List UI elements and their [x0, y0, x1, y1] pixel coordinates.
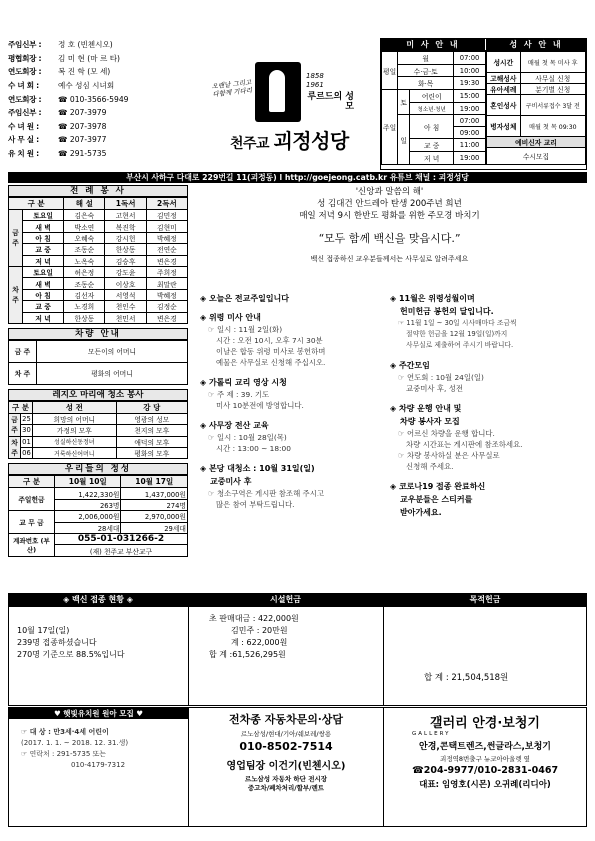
table-row: 28세대 29세대: [9, 522, 188, 533]
staff-row: 사 무 실 : ☎ 207-3977: [8, 135, 107, 145]
table-row: 교 중 노경희 천인수 김정순: [9, 301, 188, 312]
mass-table: 평일 월 07:00 수·금·토 10:00 화·목 19:30 주일 토 어린이 15:00 청소년·청년 19:00 일 아 침 07:00 09:00 교 중 11:00 저 녁 19:00: [381, 51, 486, 165]
offering-table: 구 분 10월 10일 10월 17일 주일헌금 1,422,330원 1,437,000원 263명 274명 교 무 금 2,006,000원 2,970,000원 28세대 29세대 계좌번호 (부산) 055-01-031266-2 (재) 천주교 부산교구: [8, 475, 188, 556]
staff-row: 주임신부 : 정 호 (빈첸시오): [8, 40, 113, 50]
staff-row: 평협회장 : 김 미 현 (마 르 타): [8, 53, 121, 63]
vaccine-slogan: “모두 함께 백신을 맞읍시다.”: [318, 232, 461, 245]
staff-row: 수 녀 회 : 예수 성심 시녀회: [8, 81, 115, 91]
bottom-summary: [8, 606, 587, 706]
offering-title: 우리들의 정성: [8, 463, 188, 475]
theme-prayer: 매일 저녁 9시 한반도 평화를 위한 주모경 바치기: [299, 211, 480, 221]
theme-year: '신앙과 말씀의 해': [355, 187, 424, 197]
theme-block: [192, 186, 587, 264]
facility-offering: 초 판매대금 : 422,000원 김민주 : 20만원 계 : 622,000원 합 계 :61,526,295원: [189, 607, 384, 705]
staff-row: 연도회장 : ☎ 010-3566-5949: [8, 94, 129, 104]
table-row: 263명 274명: [9, 499, 188, 510]
staff-row: 주임신부 : ☎ 207-3979: [8, 108, 107, 118]
table-row: 저 녁 노옥숙 김승후 변은경: [9, 255, 188, 266]
vehicle-title: 차량 안내: [8, 328, 188, 340]
liturgy-title: 전 례 봉 사: [8, 185, 188, 197]
table-row: 차주 토요일 허은정 강도윤 주희정: [9, 266, 188, 277]
kindergarten-ad: ♥ 햇빛유치원 원아 모집 ♥ ☞ 대 상 : 만3세·4세 어린이 (2017. 1. 1. ~ 2018. 12. 31.생) ☞ 연락처 : 291-5735 또는 010-4179-7312: [9, 708, 189, 826]
table-row: 새 벽 조동순 이상호 최말란: [9, 278, 188, 289]
news-item: ◈ 사무장 전산 교육 ☞ 일시 : 10월 28일(목) 시간 : 13:00 ~ 18:00: [200, 421, 291, 453]
mass-guide-header: 미 사 안 내 성 사 안 내: [381, 39, 586, 51]
news-left: [200, 292, 385, 510]
table-row: 교 무 금 2,006,000원 2,970,000원: [9, 511, 188, 522]
news-item: ◈ 본당 대청소 : 10월 31일(일) 교중미사 후 ☞ 청소구역은 게시판 참조해 주시고 많은 참여 부탁드립니다.: [200, 464, 324, 509]
table-row: 아 침 오혜숙 강시헌 박혜정: [9, 232, 188, 243]
church-name: 천주교 괴정성당: [230, 129, 349, 153]
news-item: ◈ 11월은 위령성월이며 헌미헌금 봉헌의 달입니다. ☞ 11월 1일 ~ 30일 시사매마다 조금씩 절약한 헌금을 12월 19일(일)까지 사무실로 제출하여 주시기 바랍니다.: [390, 294, 517, 349]
news-item: ◈ 주간모임 ☞ 연도회 : 10월 24일(일) 교중미사 후, 성전: [390, 361, 484, 393]
lourdes-title: 루르드의 성모: [307, 92, 354, 112]
church-logo-icon: [255, 62, 301, 122]
staff-row: 수 녀 원 : ☎ 207-3978: [8, 121, 107, 131]
ads-section: [8, 707, 587, 827]
news-item: ◈ 가톨릭 교리 영상 시청 ☞ 주 제 : 39. 기도 미사 10분전에 방영합니다.: [200, 378, 304, 410]
purpose-offering: 합 계 : 21,504,518원: [424, 673, 509, 683]
table-row: 주일헌금 1,422,330원 1,437,000원: [9, 488, 188, 499]
news-item: ◈ 위령 미사 안내 ☞ 일시 : 11월 2일(화) 시간 : 오전 10시, 오후 7시 30분 이날은 합동 위령 미사로 봉헌하며 예물은 사무실로 신청해 주십시오.: [200, 313, 326, 367]
table-row: 새 벽 박소연 복진학 김현미: [9, 221, 188, 232]
legio-title: 레지오 마리애 청소 봉사: [8, 389, 188, 401]
news-item: ◈ 코로나19 접종 완료하신 교우분들은 스티커를 받아가세요.: [390, 482, 486, 517]
table-row: 06 거룩하신어머니 평화의 모후: [9, 448, 188, 459]
logo-script-text: 오랜날 그리고 다함께 기다리: [211, 78, 253, 99]
vehicle-table: [8, 340, 188, 385]
vaccine-status: 10월 17일(일) 239명 접종하셨습니다 270명 기준으로 88.5%입니다: [9, 607, 189, 705]
bottom-header-bar: ◈ 백신 접종 현황 ◈ 시설헌금 목적헌금: [8, 593, 587, 606]
table-row: 금 주 모든이의 어머니: [9, 340, 188, 362]
vaccine-notice: 백신 접종하신 교우분들께서는 사무실로 알려주세요: [310, 255, 469, 263]
table-row: 차주 01 성실하신동정녀 애덕의 모후: [9, 436, 188, 447]
table-row: 교 중 조동순 한상동 전연순: [9, 244, 188, 255]
staff-row: 유 치 원 : ☎ 291-5735: [8, 149, 107, 159]
news-right: [390, 292, 587, 519]
table-row: 금주 토요일 김은숙 고현서 김민정: [9, 210, 188, 221]
mass-guide: [380, 38, 587, 170]
address-bar: 부산시 사하구 다대로 229번길 11(괴정동) l http://goejeong.catb.kr 유튜브 채널 : 괴정성당: [8, 172, 587, 183]
table-row: 금주 25 희망의 어머니 영광의 성모: [9, 413, 188, 424]
staff-row: 연도회장 : 복 진 학 (모 세): [8, 67, 111, 77]
table-row: 30 가정의 모후 천지의 모후: [9, 425, 188, 436]
theme-jubilee: 성 김대건 안드레아 탄생 200주년 희년: [317, 199, 462, 209]
liturgy-table: 구 분 해 설 1독서 2독서 금주 토요일 김은숙 고현서 김민정 새 벽 박소연 복진학 김현미 아 침 오혜숙 강시헌 박혜정 교 중 조동순 한상동 전연순 저 녁 노옥숙 김승후 변은경 차주 토요일 허은정 강도윤 주희정 새 벽 조동순 이상호 최말란 아 침 김선자 서영석 박혜정 교 중 노경희 천인수 김정순 저 녁 한상동 천민서 변은경: [8, 197, 188, 324]
table-row: (재) 천주교 부산교구: [9, 545, 188, 556]
table-row: 아 침 김선자 서영석 박혜정: [9, 289, 188, 300]
news-item: ◈ 차량 운행 안내 및 차량 봉사자 모집 ☞ 어르신 차량을 운행 합니다. 차량 시간표는 게시판에 참조하세요. ☞ 차량 봉사하실 분은 사무실로 신청해 주세요.: [390, 404, 523, 471]
left-column: [8, 185, 188, 557]
table-row: 저 녁 한상동 천민서 변은경: [9, 312, 188, 323]
sacrament-table: 성시간 매월 첫 목 미사 후 고해성사 사무실 신청 유아세례 분기별 신청 혼인성사 구비서류접수 3달 전 병자성체 매월 첫 목 09:30 예비신자 교리 수시모집: [486, 51, 586, 165]
glasses-ad: 갤러리 안경·보청기 GALLERY 안경,콘택트렌즈,썬글라스,보청기 괴정역8번출구 뉴코아아울렛 옆 ☎204-9977/010-2831-0467 대표: 임영호(시몬) 오귀례(리디아): [411, 716, 559, 790]
car-ad: 전차종 자동차문의·상담 르노삼성/현대/기아/쉐보레/쌍용 010-8502-7514 영업팀장 이건기(빈첸시오) 르노삼성 자동차 하단 전시장 중고차/폐차처리/할부/렌트: [189, 708, 384, 826]
table-row: 차 주 평화의 어머니: [9, 362, 188, 384]
news-item: ◈ 오늘은 전교주일입니다: [200, 294, 290, 303]
staff-list: [8, 38, 194, 160]
legio-table: 구 분 성 전 강 당 금주 25 희망의 어머니 영광의 성모 30 가정의 모후 천지의 모후 차주 01 성실하신동정녀 애덕의 모후 06 거룩하신어머니 평화의 모후: [8, 401, 188, 460]
logo-year: 1858 1961: [306, 72, 324, 89]
table-row: 계좌번호 (부산) 055-01-031266-2: [9, 534, 188, 545]
